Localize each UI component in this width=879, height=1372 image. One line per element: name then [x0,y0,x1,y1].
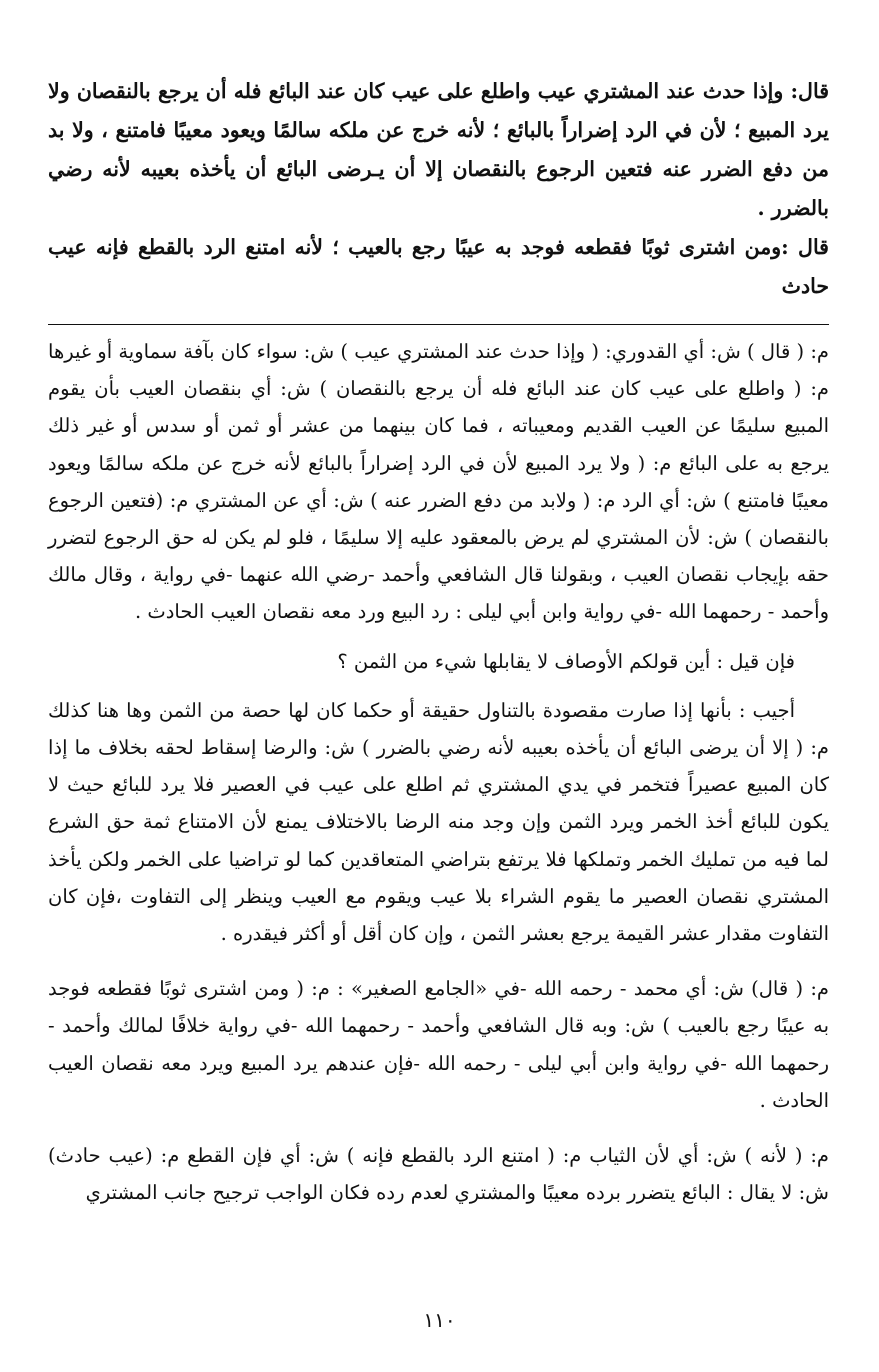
separator-rule [48,324,829,325]
commentary-paragraph-1: م: ( قال ) ش: أي القدوري: ( وإذا حدث عند المشتري عيب ) ش: سواء كان بآفة سماوية أو غيرها م: ( واطلع على عيب كان عند البائع فله أن يرجع بالنقصان ) ش: أي بنقصان العيب بأن يقوم المبيع سليمًا عن العيب القديم ومعيباته ، فما كان بينهما من عشر أو ثمن أو سدس أو غير ذلك يرجع به على البائع م: ( ولا يرد المبيع لأن في الرد إضراراً بالبائع لأنه خرج عن ملكه سالمًا ويعود معيبًا فامتنع ) ش: أي الرد م: ( ولابد من دفع الضرر عنه ) ش: أي عن المشتري م: (فتعين الرجوع بالنقصان ) ش: لأن المشتري لم يرض بالمعقود عليه إلا سليمًا ، فلو لم يكن له حق الرجوع لتضرر حقه بإيجاب نقصان العيب ، وبقولنا قال الشافعي وأحمد -رضي الله عنهما -في رواية ، وقال مالك وأحمد - رحمهما الله -في رواية وابن أبي ليلى : رد البيع ورد معه نقصان العيب الحادث . [48,340,829,624]
commentary [48,333,829,1211]
page [48,72,829,1372]
main-paragraph-1: قال: وإذا حدث عند المشتري عيب واطلع على عيب كان عند البائع فله أن يرجع بالنقصان ولا يرد المبيع ؛ لأن في الرد إضراراً بالبائع ؛ لأنه خرج عن ملكه سالمًا ويعود معيبًا فامتنع ، ولا بد من دفع الضرر عنه فتعين الرجوع بالنقصان إلا أن يـرضى البائع أن يأخذه بعيبه لأنه رضي بالضرر . [48,79,829,220]
page-number: ١١٠ [423,1308,456,1332]
main-paragraph-2: قال :ومن اشترى ثوبًا فقطعه فوجد به عيبًا رجع بالعيب ؛ لأنه امتنع الرد بالقطع فإنه عيب حادث [48,235,829,298]
main-text [48,72,829,306]
commentary-paragraph-2: فإن قيل : أين قولكم الأوصاف لا يقابلها شيء من الثمن ؟ [337,649,795,673]
commentary-paragraph-5: م: ( لأنه ) ش: أي لأن الثياب م: ( امتنع الرد بالقطع فإنه ) ش: أي فإن القطع م: (عيب حادث) ش: لا يقال : البائع يتضرر برده معيبًا والمشتري لعدم رده فكان الواجب ترجيح جانب المشتري [48,1144,829,1205]
commentary-paragraph-3: أجيب : بأنها إذا صارت مقصودة بالتناول حقيقة أو حكما كان لها حصة من الثمن وها هنا كذلك م: ( إلا أن يرضى البائع أن يأخذه بعيبه لأنه رضي بالضرر ) ش: والرضا إسقاط لحقه بخلاف ما إذا كان المبيع عصيراً فتخمر في يدي المشتري ثم اطلع على عيب في العصير فلا يرد للبائع حيث لا يكون للبائع أخذ الخمر ويرد الثمن وإن وجد منه الرضا بالاختلاف يمنع لأن الامتناع ثمة حق الشرع لما فيه من تمليك الخمر وتملكها فلا يرتفع بتراضي المتعاقدين كما لو تراضيا على الخمر ولكن يأخذ المشتري نقصان العصير ما يقوم الشراء بلا عيب ويقوم مع العيب وينظر إلى التفاوت ،فإن كان التفاوت مقدار عشر القيمة يرجع بعشر الثمن ، وإن كان أقل أو أكثر فيقدره . [48,698,829,946]
commentary-paragraph-4: م: ( قال) ش: أي محمد - رحمه الله -في «الجامع الصغير» : م: ( ومن اشترى ثوبًا فقطعه فوجد به عيبًا رجع بالعيب ) ش: وبه قال الشافعي وأحمد - رحمهما الله -في رواية خلافًا لمالك وأحمد - رحمهما الله -في رواية وابن أبي ليلى - رحمه الله -فإن عندهم يرد المبيع ويرد معه نقصان العيب الحادث . [48,977,829,1112]
